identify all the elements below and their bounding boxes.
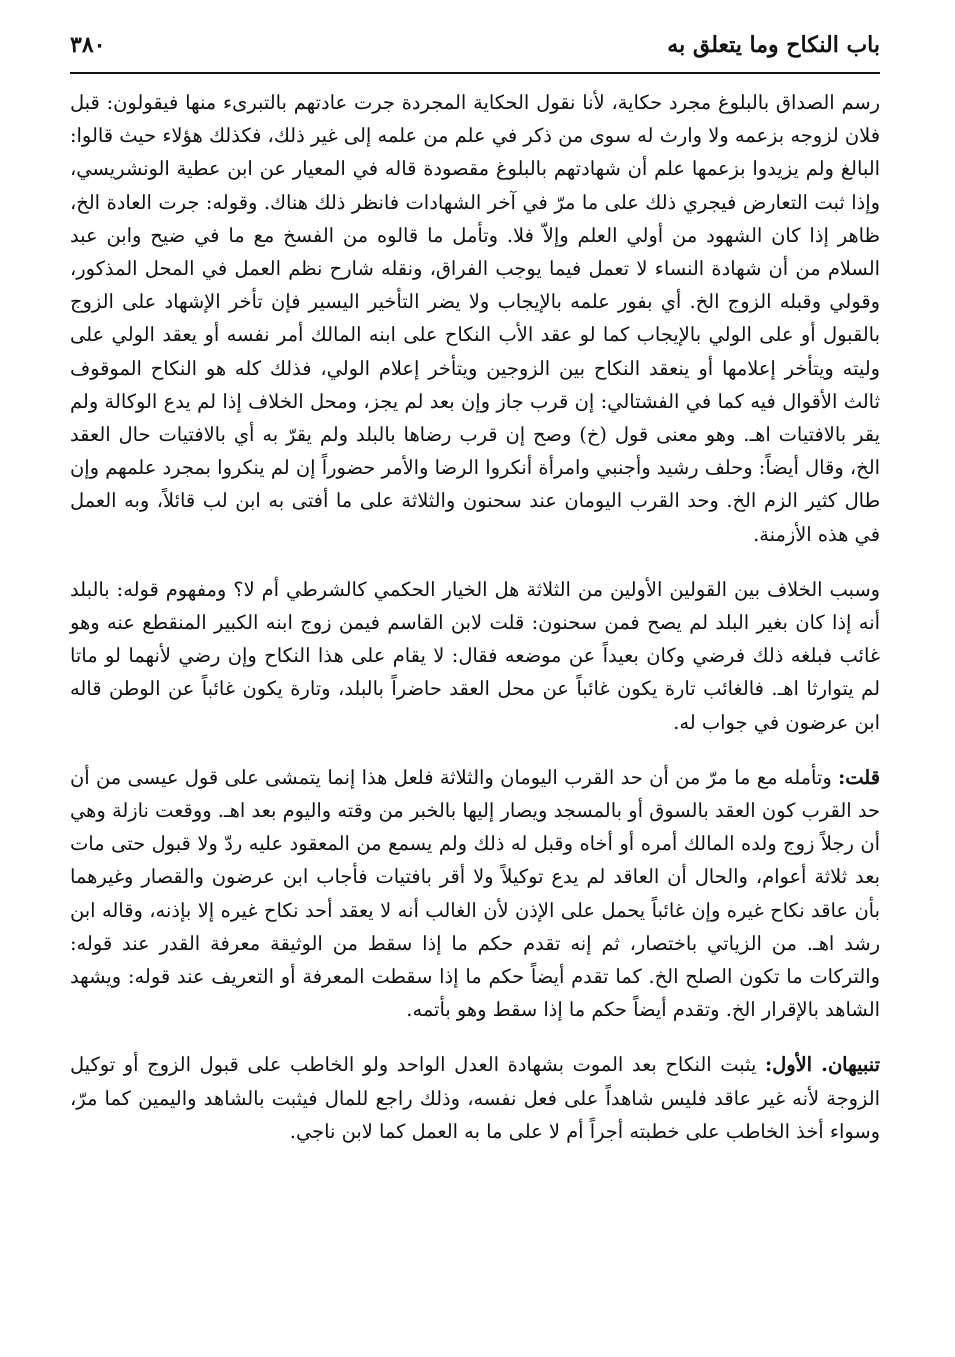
- paragraph-text: يثبت النكاح بعد الموت بشهادة العدل الواحد ولو الخاطب على قبول الزوج أو توكيل الزوجة لأنه غير عاقد فليس شاهداً على فعل نفسه، وذلك راجع للمال فيثبت بالشاهد واليمين كما مرّ، وسواء أخذ الخاطب على خطبته أجراً أم لا على ما به العمل كما لابن ناجي.: [70, 1053, 880, 1143]
- page-number: ٣٨٠: [70, 32, 106, 58]
- paragraph: [70, 86, 880, 551]
- paragraph-lead: تنبيهان. الأول:: [764, 1053, 880, 1077]
- paragraph-text: وتأمله مع ما مرّ من أن حد القرب اليومان والثلاثة فلعل هذا إنما يتمشى على قول عيسى من أن حد القرب كون العقد بالسوق أو بالمسجد ويصار إليها بالخبر من وقته واليوم بعد اهـ. ووقعت نازلة وهي أن رجلاً زوج ولده المالك أمره أو أخاه وقبل له ذلك ولم يسمع من المعقود عليه ردّ ولا قبول حتى مات بعد ثلاثة أعوام، والحال أن العاقد لم يدع توكيلاً ولا أقر بافتيات فأجاب ابن عرضون والقصار وغيرهما بأن عاقد نكاح غيره وإن غائباً يحمل على الإذن لأن الغالب أنه لا يعقد أحد نكاح غيره إلا بإذنه، وقاله ابن رشد اهـ. من الزياتي باختصار، ثم إنه تقدم حكم ما إذا سقط من الوثيقة معرفة القدر عند قوله: والتركات ما تكون الصلح الخ. كما تقدم أيضاً حكم ما إذا سقطت المعرفة أو التعريف عند قوله: ويشهد الشاهد بالإقرار الخ. وتقدم أيضاً حكم ما إذا سقط وهو بأتمه.: [70, 765, 880, 1022]
- paragraph: [70, 1048, 880, 1148]
- paragraph-lead: قلت:: [838, 765, 880, 789]
- paragraph-text: رسم الصداق بالبلوغ مجرد حكاية، لأنا نقول الحكاية المجردة جرت عادتهم بالتبرىء منها فيقولون: قبل فلان لزوجه بزعمه ولا وارث له سوى من ذكر في علم من علمه إلى غير ذلك، فكذلك هؤلاء حيث قالوا: البالغ ولم يزيدوا بزعمها علم أن شهادتهم بالبلوغ مقصودة قاله في المعيار عن ابن عطية الونشريسي، وإذا ثبت التعارض فيجري ذلك على ما مرّ في آخر الشهادات فانظر ذلك هناك. وقوله: جرت العادة الخ، ظاهر إذا كان الشهود من أولي العلم وإلاّ فلا. وتأمل ما قالوه من الفسخ مع ما في ضيح وابن عبد السلام من أن شهادة النساء لا تعمل فيما يوجب الفراق، ونقله شارح نظم العمل في المحل المذكور، وقولي وقبله الزوج الخ. أي بفور علمه بالإيجاب ولا يضر التأخير اليسير فإن تأخر الإشهاد على الزوج بالقبول أو على الولي بالإيجاب كما لو عقد الأب النكاح على ابنه المالك أمر نفسه أو يعقد الولي على وليته ويتأخر إعلامها أو ينعقد النكاح بين الزوجين ويتأخر إعلام الولي، فذلك كله هو النكاح الموقوف ثالث الأقوال فيه كما في الفشتالي: إن قرب جاز وإن بعد لم يجز، ومحل الخلاف إذا لم يدع الوكالة ولم يقر بالافتيات اهـ. وهو معنى قول (خ) وصح إن قرب رضاها بالبلد ولم يقرّ به أي بالافتيات حال العقد الخ، وقال أيضاً: وحلف رشيد وأجنبي وامرأة أنكروا الرضا والأمر حضوراً إن لم ينكروا بمجرد علمهم وإن طال كثير الزم الخ. وحد القرب اليومان عند سحنون والثلاثة على ما أفتى به ابن لب قائلاً، وبه العمل في هذه الأزمنة.: [70, 91, 880, 546]
- paragraph: [70, 573, 880, 739]
- page-body: [70, 86, 880, 1148]
- running-title: باب النكاح وما يتعلق به: [667, 32, 880, 58]
- paragraph-text: وسبب الخلاف بين القولين الأولين من الثلاثة هل الخيار الحكمي كالشرطي أم لا؟ ومفهوم قوله: بالبلد أنه إذا كان بغير البلد لم يصح فمن سحنون: قلت لابن القاسم فيمن زوج ابنه الكبير المنقطع عنه وهو غائب فبلغه ذلك فرضي وكان بعيداً عن موضعه فقال: لا يقام على هذا النكاح وإن رضي لأنهما لو ماتا لم يتوارثا اهـ. فالغائب تارة يكون غائباً عن محل العقد حاضراً بالبلد، وتارة يكون غائباً عن الوطن قاله ابن عرضون في جواب له.: [70, 577, 880, 734]
- page-header: [70, 22, 880, 68]
- header-rule: [70, 72, 880, 74]
- paragraph: [70, 761, 880, 1027]
